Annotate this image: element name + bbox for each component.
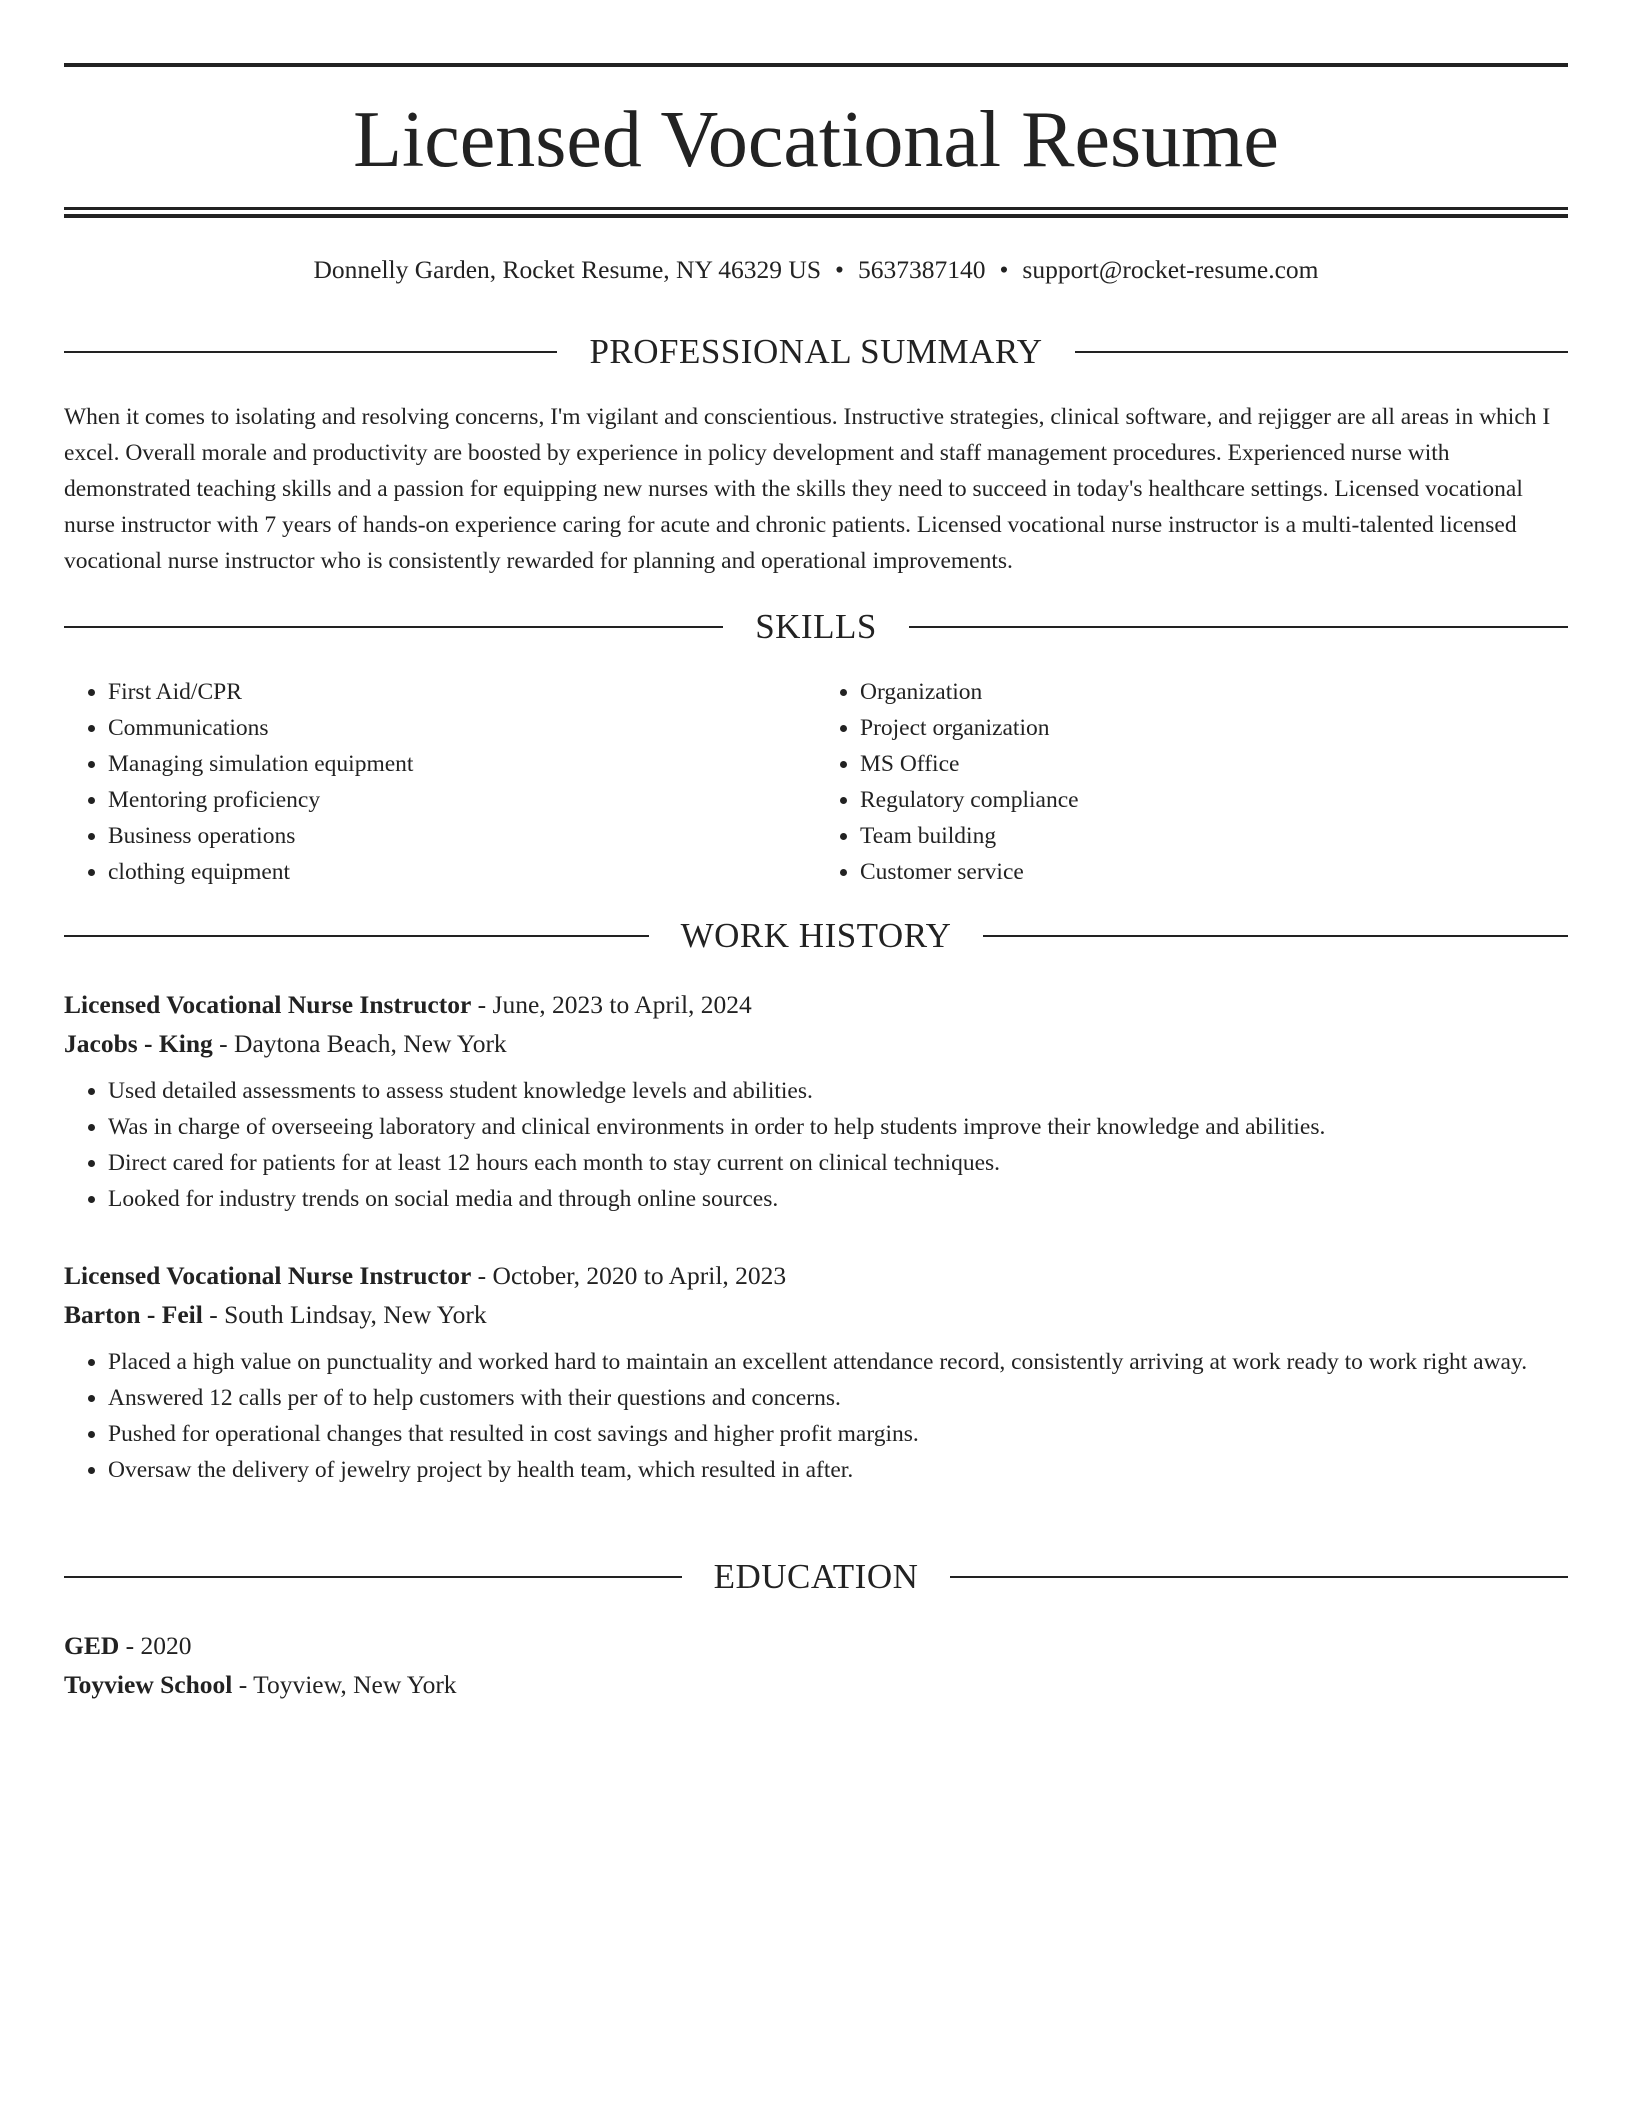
job-bullet: • Used detailed assessments to assess student knowledge levels and abilities. — [108, 1073, 1568, 1109]
work-heading-label: WORK HISTORY — [680, 916, 952, 955]
skill-item: • Project organization — [860, 710, 1568, 746]
heading-rule-left — [64, 351, 557, 353]
education-heading-label: EDUCATION — [713, 1557, 919, 1596]
dash: - — [471, 1261, 493, 1290]
skill-item: • Managing simulation equipment — [108, 746, 816, 782]
education-year: 2020 — [140, 1631, 192, 1660]
contact-address: Donnelly Garden, Rocket Resume, NY 46329 US — [313, 255, 822, 284]
heading-rule-right — [1075, 351, 1568, 353]
job-company: Jacobs - King — [64, 1029, 213, 1058]
dash: - — [119, 1631, 141, 1660]
resume-title: Licensed Vocational Resume — [353, 96, 1279, 184]
job-location: Daytona Beach, New York — [234, 1029, 507, 1058]
job-bullet: • Pushed for operational changes that resulted in cost savings and higher profit margins. — [108, 1416, 1568, 1452]
job-company-row — [64, 1024, 1568, 1063]
skills-heading-label: SKILLS — [755, 607, 877, 646]
dash: - — [471, 990, 493, 1019]
heading-rule-right — [909, 626, 1568, 628]
job-company-row — [64, 1295, 1568, 1334]
education-heading — [64, 1555, 1568, 1599]
education-entry — [64, 1626, 1568, 1704]
job-bullet: • Oversaw the delivery of jewelry project by health team, which resulted in after. — [108, 1452, 1568, 1488]
job-bullet: • Placed a high value on punctuality and worked hard to maintain an excellent attendance record, consistently arriving at work ready to work right away. — [108, 1344, 1568, 1380]
summary-heading-label: PROFESSIONAL SUMMARY — [589, 332, 1043, 371]
education-location: Toyview, New York — [253, 1670, 457, 1699]
contact-line — [64, 252, 1568, 288]
job-entry — [64, 985, 1568, 1217]
skills-list-left — [64, 674, 816, 890]
job-location: South Lindsay, New York — [224, 1300, 487, 1329]
heading-rule-right — [983, 935, 1568, 937]
top-rule — [64, 63, 1568, 67]
title-double-rule — [64, 207, 1568, 218]
job-bullets — [64, 1344, 1568, 1488]
heading-rule-left — [64, 935, 649, 937]
job-bullet: • Direct cared for patients for at least 12 hours each month to stay current on clinical techniques. — [108, 1145, 1568, 1181]
dash: - — [202, 1300, 225, 1329]
skill-item: • Team building — [860, 818, 1568, 854]
heading-rule-right — [950, 1576, 1568, 1578]
job-entry — [64, 1256, 1568, 1488]
job-dates: October, 2020 to April, 2023 — [492, 1261, 787, 1290]
skill-item: • Organization — [860, 674, 1568, 710]
skills-columns — [64, 674, 1568, 890]
skill-item: • Regulatory compliance — [860, 782, 1568, 818]
education-degree-row — [64, 1626, 1568, 1665]
skill-item: • Mentoring proficiency — [108, 782, 816, 818]
skill-item: • Business operations — [108, 818, 816, 854]
summary-heading — [64, 330, 1568, 374]
job-bullet: • Was in charge of overseeing laboratory and clinical environments in order to help students improve their knowledge and abilities. — [108, 1109, 1568, 1145]
job-company: Barton - Feil — [64, 1300, 203, 1329]
skill-item: • MS Office — [860, 746, 1568, 782]
skill-item: • First Aid/CPR — [108, 674, 816, 710]
job-dates: June, 2023 to April, 2024 — [492, 990, 752, 1019]
heading-rule-left — [64, 626, 723, 628]
job-bullets — [64, 1073, 1568, 1217]
heading-rule-left — [64, 1576, 682, 1578]
skills-list-right — [816, 674, 1568, 890]
dash: - — [212, 1029, 235, 1058]
education-school: Toyview School — [64, 1670, 233, 1699]
job-bullet: • Looked for industry trends on social media and through online sources. — [108, 1181, 1568, 1217]
education-school-row — [64, 1665, 1568, 1704]
job-title: Licensed Vocational Nurse Instructor — [64, 990, 472, 1019]
dash: - — [232, 1670, 254, 1699]
summary-text: When it comes to isolating and resolving concerns, I'm vigilant and conscientious. Instructive strategies, clinical software, and rejigger are all areas in which I excel. Overall morale and productivity are boosted by experience in policy development and staff management procedures. Experienced nurse with demonstrated teaching skills and a passion for equipping new nurses with the skills they need to succeed in today's healthcare settings. Licensed vocational nurse instructor with 7 years of hands-on experience caring for acute and chronic patients. Licensed vocational nurse instructor is a multi-talented licensed vocational nurse instructor who is consistently rewarded for planning and operational improvements. — [64, 404, 1551, 574]
contact-separator: • — [835, 255, 844, 284]
job-bullet: • Answered 12 calls per of to help customers with their questions and concerns. — [108, 1380, 1568, 1416]
contact-phone: 5637387140 — [857, 255, 986, 284]
work-heading — [64, 914, 1568, 958]
contact-separator: • — [999, 255, 1009, 284]
job-title-row — [64, 1256, 1568, 1295]
skill-item: • Communications — [108, 710, 816, 746]
skill-item: • clothing equipment — [108, 854, 816, 890]
contact-email[interactable]: support@rocket-resume.com — [1022, 255, 1319, 284]
education-degree: GED — [64, 1631, 120, 1660]
skills-heading — [64, 605, 1568, 649]
skill-item: • Customer service — [860, 854, 1568, 890]
job-title-row — [64, 985, 1568, 1024]
job-title: Licensed Vocational Nurse Instructor — [64, 1261, 472, 1290]
